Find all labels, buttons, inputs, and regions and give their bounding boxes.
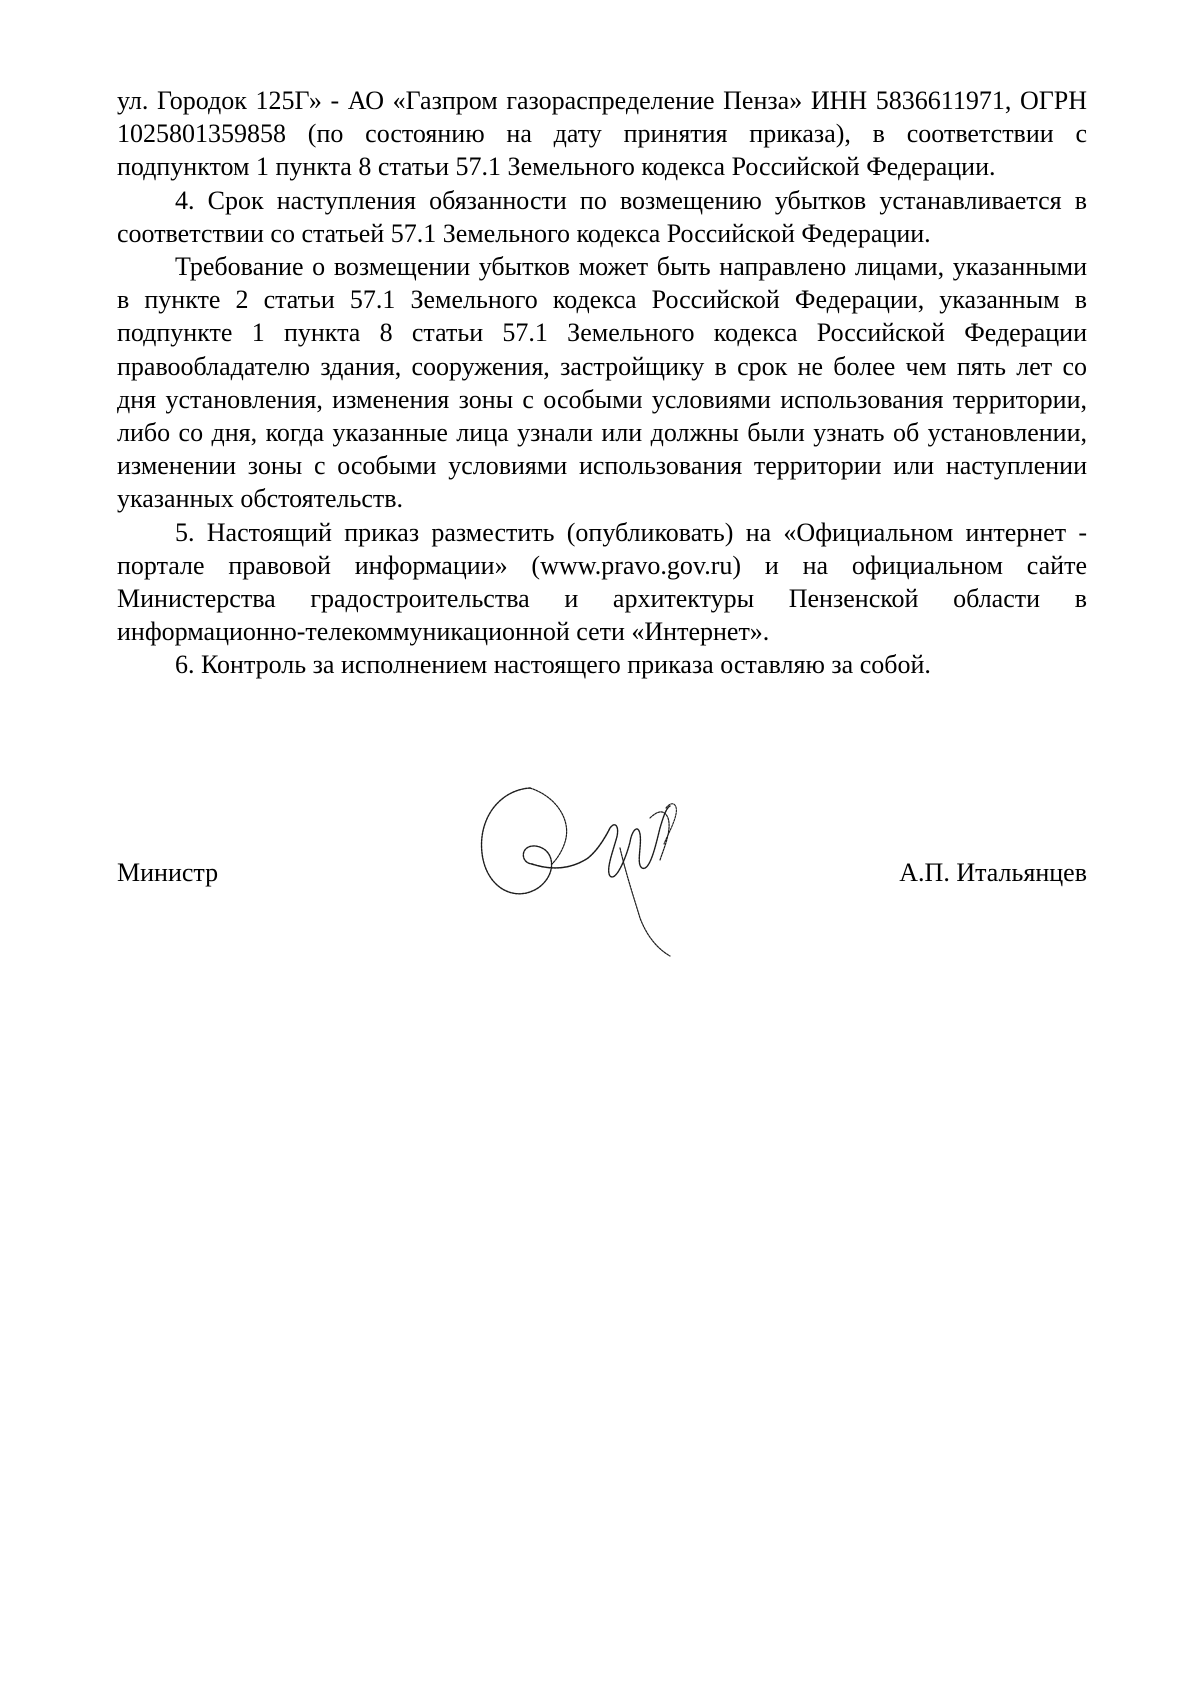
- paragraph-item-4: 4. Срок наступления обязанности по возмещению убытков устанавливается в соответствии со статьей 57.1 Земельного кодекса Российской Федерации.: [117, 185, 1087, 248]
- paragraph-organization-details: ул. Городок 125Г» - АО «Газпром газораспределение Пенза» ИНН 5836611971, ОГРН 1025801359858 (по состоянию на дату принятия приказа), в соответствии с подпунктом 1 пункта 8 статьи 57.1 Земельного кодекса Российской Федерации.: [117, 86, 1087, 182]
- document-body: [117, 84, 1087, 682]
- paragraph-item-6: 6. Контроль за исполнением настоящего приказа оставляю за собой.: [175, 650, 931, 680]
- handwritten-signature: [460, 778, 720, 968]
- signatory-name: А.П. Итальянцев: [899, 858, 1087, 887]
- paragraph-damages-claim: Требование о возмещении убытков может быть направлено лицами, указанными в пункте 2 статьи 57.1 Земельного кодекса Российской Федерации, указанным в подпункте 1 пункта 8 статьи 57.1 Земельного кодекса Российской Федерации правообладателю здания, сооружения, застройщику в срок не более чем пять лет со дня установления, изменения зоны с особыми условиями использования территории, либо со дня, когда указанные лица узнали или должны были узнать об установлении, изменении зоны с особыми условиями использования территории или наступлении указанных обстоятельств.: [117, 252, 1087, 514]
- signatory-role: Министр: [117, 858, 219, 887]
- paragraph-item-5: 5. Настоящий приказ разместить (опубликовать) на «Официальном интернет - портале правовой информации» (www.pravo.gov.ru) и на официальном сайте Министерства градостроительства и архитектуры Пензенской области в информационно-телекоммуникационной сети «Интернет».: [117, 517, 1087, 647]
